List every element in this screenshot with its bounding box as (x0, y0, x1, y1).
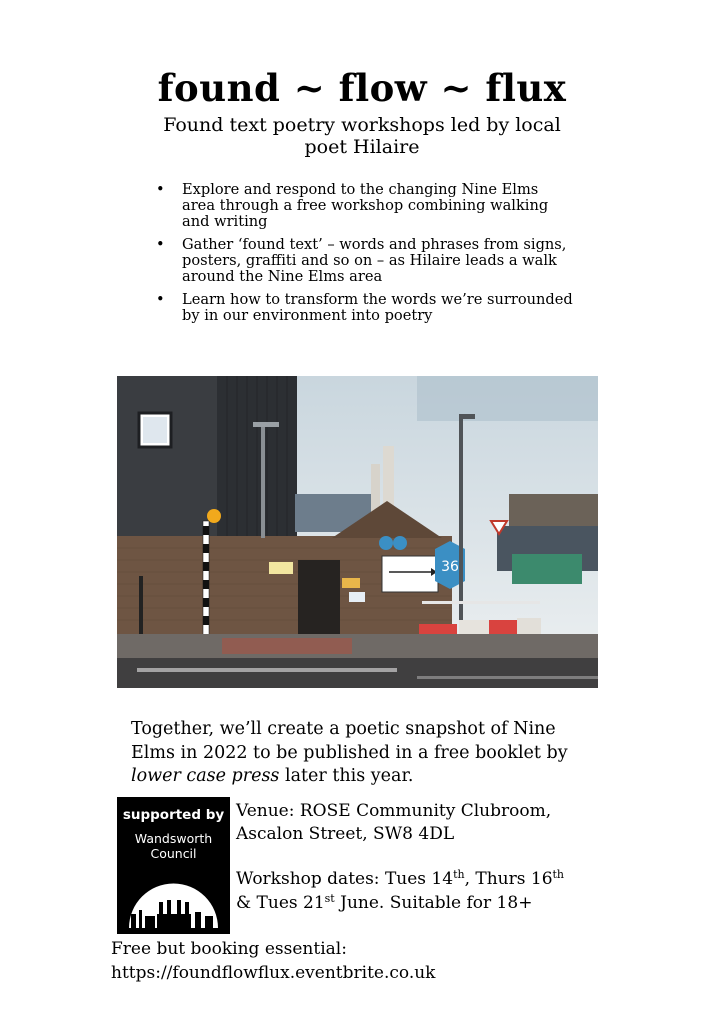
logo-council-name (117, 831, 230, 861)
page-title: found ~ flow ~ flux (157, 66, 567, 110)
doorway (298, 560, 340, 634)
list-item (154, 182, 574, 230)
together-text-end: later this year. (279, 766, 414, 786)
workshop-dates (236, 867, 616, 915)
bullet-text: Explore and respond to the changing Nine Elms area through a free workshop combining walking and writing (182, 181, 549, 230)
pavement (117, 634, 598, 658)
dates-text: Workshop dates: Tues 14 (236, 869, 454, 889)
lamp-post (459, 416, 463, 626)
dates-text: & Tues 21 (236, 893, 325, 913)
dates-text: , Thurs 16 (464, 869, 553, 889)
cloud (417, 376, 598, 421)
ordinal-suffix: st (324, 892, 335, 905)
together-text: Together, we’ll create a poetic snapshot of Nine Elms in 2022 to be published in a free booklet by (131, 719, 568, 763)
bullet-text: Learn how to transform the words we’re surrounded by in our environment into poetry (182, 291, 573, 324)
bullet-list (154, 182, 574, 331)
together-paragraph (131, 718, 601, 789)
lamp-post (261, 426, 265, 538)
bullet-marker: • (156, 291, 165, 308)
logo-supported-by: supported by (122, 807, 225, 823)
logo-line-1: Wandsworth (134, 831, 213, 846)
venue-info (236, 800, 606, 846)
booking-info (111, 938, 611, 985)
venue-line-1: Venue: ROSE Community Clubroom, (236, 801, 552, 821)
booking-note: Free but booking essential: (111, 939, 347, 959)
subtitle: Found text poetry workshops led by local poet Hilaire (163, 114, 561, 158)
road (117, 658, 598, 688)
list-item (154, 237, 574, 285)
list-item (154, 292, 574, 324)
beacon-light (207, 509, 221, 523)
delivery-sign (382, 556, 438, 592)
bullet-text: Gather ‘found text’ – words and phrases from signs, posters, graffiti and so on – as Hilaire leads a walk around the Nine Elms area (182, 236, 567, 285)
ordinal-suffix: th (552, 868, 565, 881)
street-photo (117, 376, 598, 688)
wandsworth-council-logo (117, 797, 230, 934)
publisher-name: lower case press (131, 766, 280, 786)
dates-line-1 (236, 867, 616, 891)
hex-sign-label: 36 (441, 559, 459, 575)
venue-line-2: Ascalon Street, SW8 4DL (236, 824, 455, 844)
dates-text: June. Suitable for 18+ (334, 893, 533, 913)
skyline-icon (117, 864, 230, 934)
logo-line-2: Council (150, 846, 197, 861)
booking-url[interactable]: https://foundflowflux.eventbrite.co.uk (111, 962, 436, 983)
bullet-marker: • (156, 236, 165, 253)
bullet-marker: • (156, 181, 165, 198)
dates-line-2 (236, 891, 616, 915)
ordinal-suffix: th (453, 868, 465, 881)
